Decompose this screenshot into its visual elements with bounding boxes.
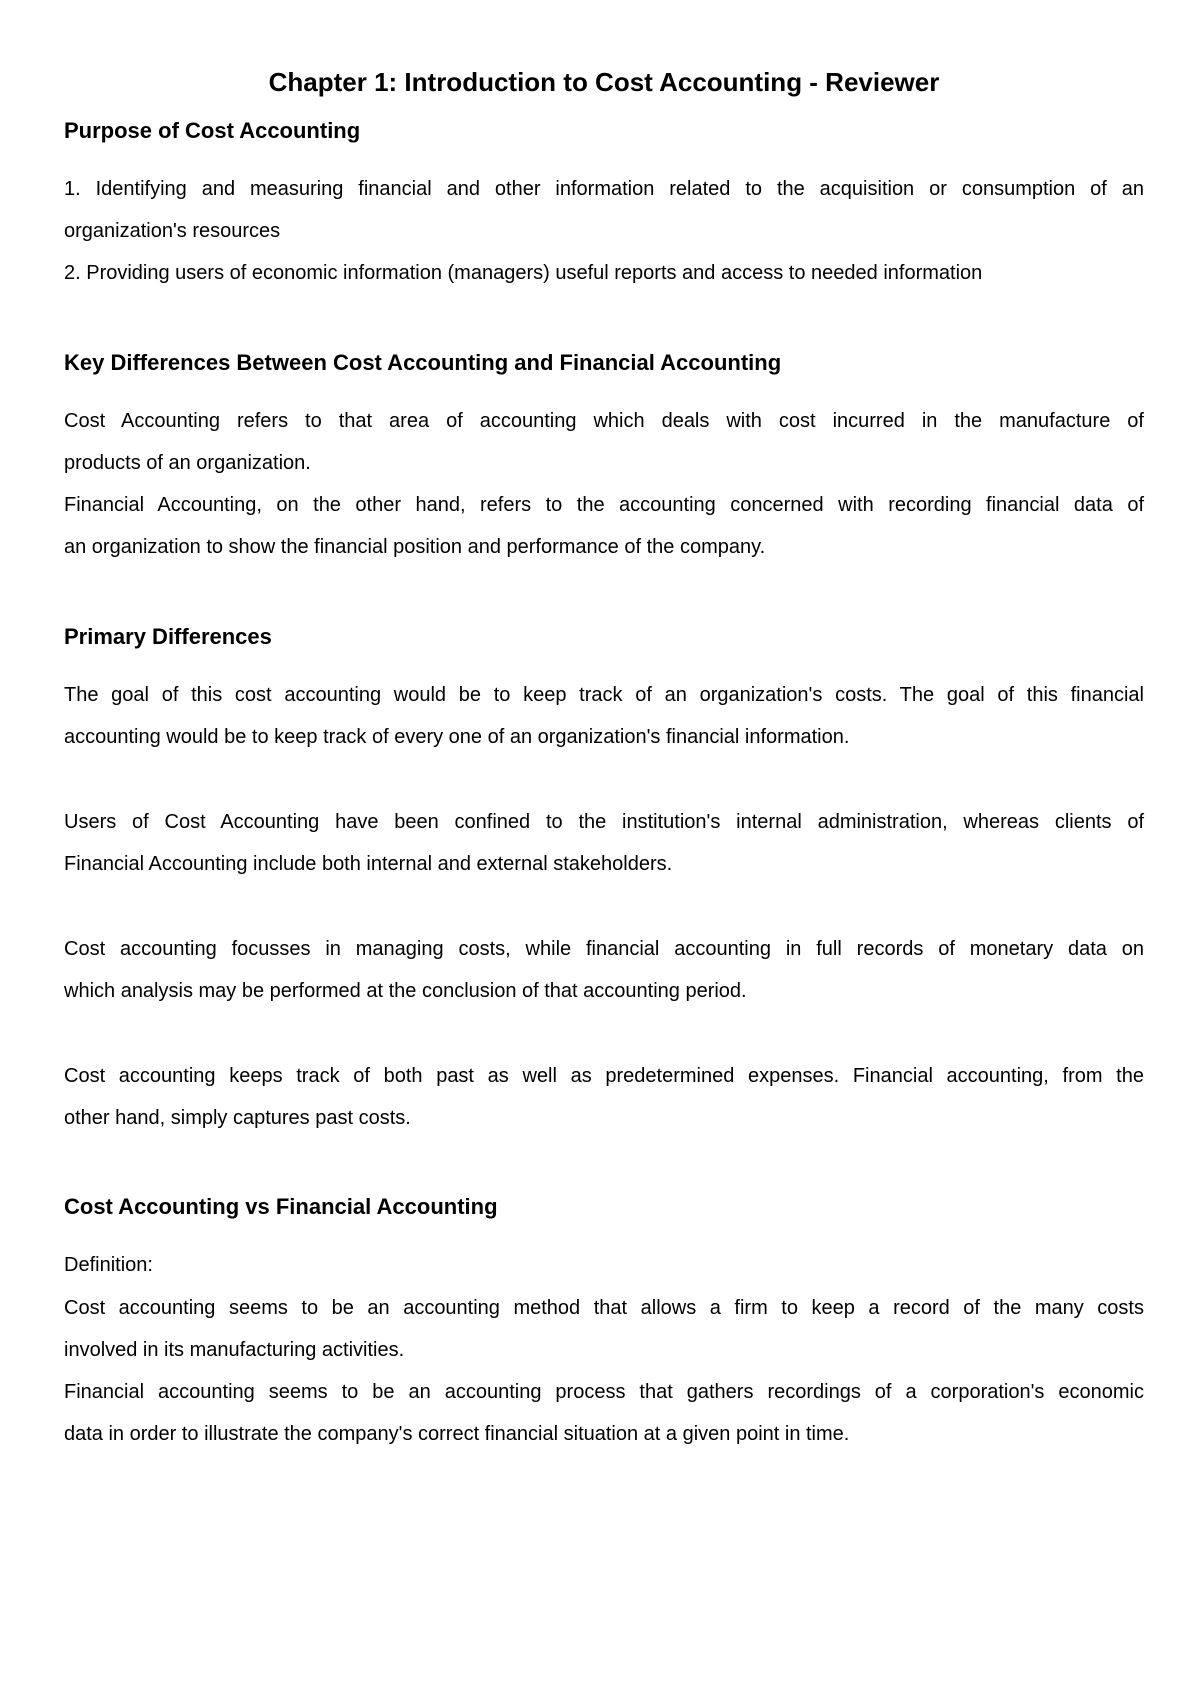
- purpose-line-2: organization's resources: [64, 220, 281, 242]
- section-heading-purpose: Purpose of Cost Accounting: [64, 118, 361, 143]
- primary-differences-line-7: Cost accounting keeps track of both past as well as predetermined expenses. Financial accounting, from the: [64, 1065, 1144, 1087]
- primary-differences-line-5: Cost accounting focusses in managing costs, while financial accounting in full records of monetary data on: [64, 938, 1144, 960]
- vs-line-1: Definition:: [64, 1254, 153, 1276]
- primary-differences-line-4: Financial Accounting include both internal and external stakeholders.: [64, 853, 673, 875]
- key-differences-line-3: Financial Accounting, on the other hand, refers to the accounting concerned with recording financial data of: [64, 494, 1144, 516]
- key-differences-line-1: Cost Accounting refers to that area of accounting which deals with cost incurred in the manufacture of: [64, 410, 1144, 432]
- vs-line-5: data in order to illustrate the company's correct financial situation at a given point in time.: [64, 1423, 850, 1445]
- section-heading-vs: Cost Accounting vs Financial Accounting: [64, 1194, 498, 1219]
- purpose-line-1: 1. Identifying and measuring financial and other information related to the acquisition or consumption of an: [64, 178, 1144, 200]
- primary-differences-line-3: Users of Cost Accounting have been confined to the institution's internal administration, whereas clients of: [64, 811, 1144, 833]
- primary-differences-line-2: accounting would be to keep track of every one of an organization's financial information.: [64, 726, 850, 748]
- primary-differences-line-1: The goal of this cost accounting would be to keep track of an organization's costs. The goal of this financial: [64, 684, 1144, 706]
- page-title: Chapter 1: Introduction to Cost Accounting - Reviewer: [268, 67, 940, 97]
- section-heading-key-differences: Key Differences Between Cost Accounting and Financial Accounting: [64, 350, 782, 375]
- purpose-line-3: 2. Providing users of economic information (managers) useful reports and access to needed information: [64, 262, 983, 284]
- section-heading-primary-differences: Primary Differences: [64, 624, 272, 649]
- vs-line-3: involved in its manufacturing activities.: [64, 1339, 405, 1361]
- primary-differences-line-6: which analysis may be performed at the conclusion of that accounting period.: [64, 980, 747, 1002]
- vs-line-4: Financial accounting seems to be an accounting process that gathers recordings of a corporation's economic: [64, 1381, 1144, 1403]
- key-differences-line-2: products of an organization.: [64, 452, 311, 474]
- primary-differences-line-8: other hand, simply captures past costs.: [64, 1107, 411, 1129]
- vs-line-2: Cost accounting seems to be an accounting method that allows a firm to keep a record of the many costs: [64, 1297, 1144, 1319]
- key-differences-line-4: an organization to show the financial position and performance of the company.: [64, 536, 766, 558]
